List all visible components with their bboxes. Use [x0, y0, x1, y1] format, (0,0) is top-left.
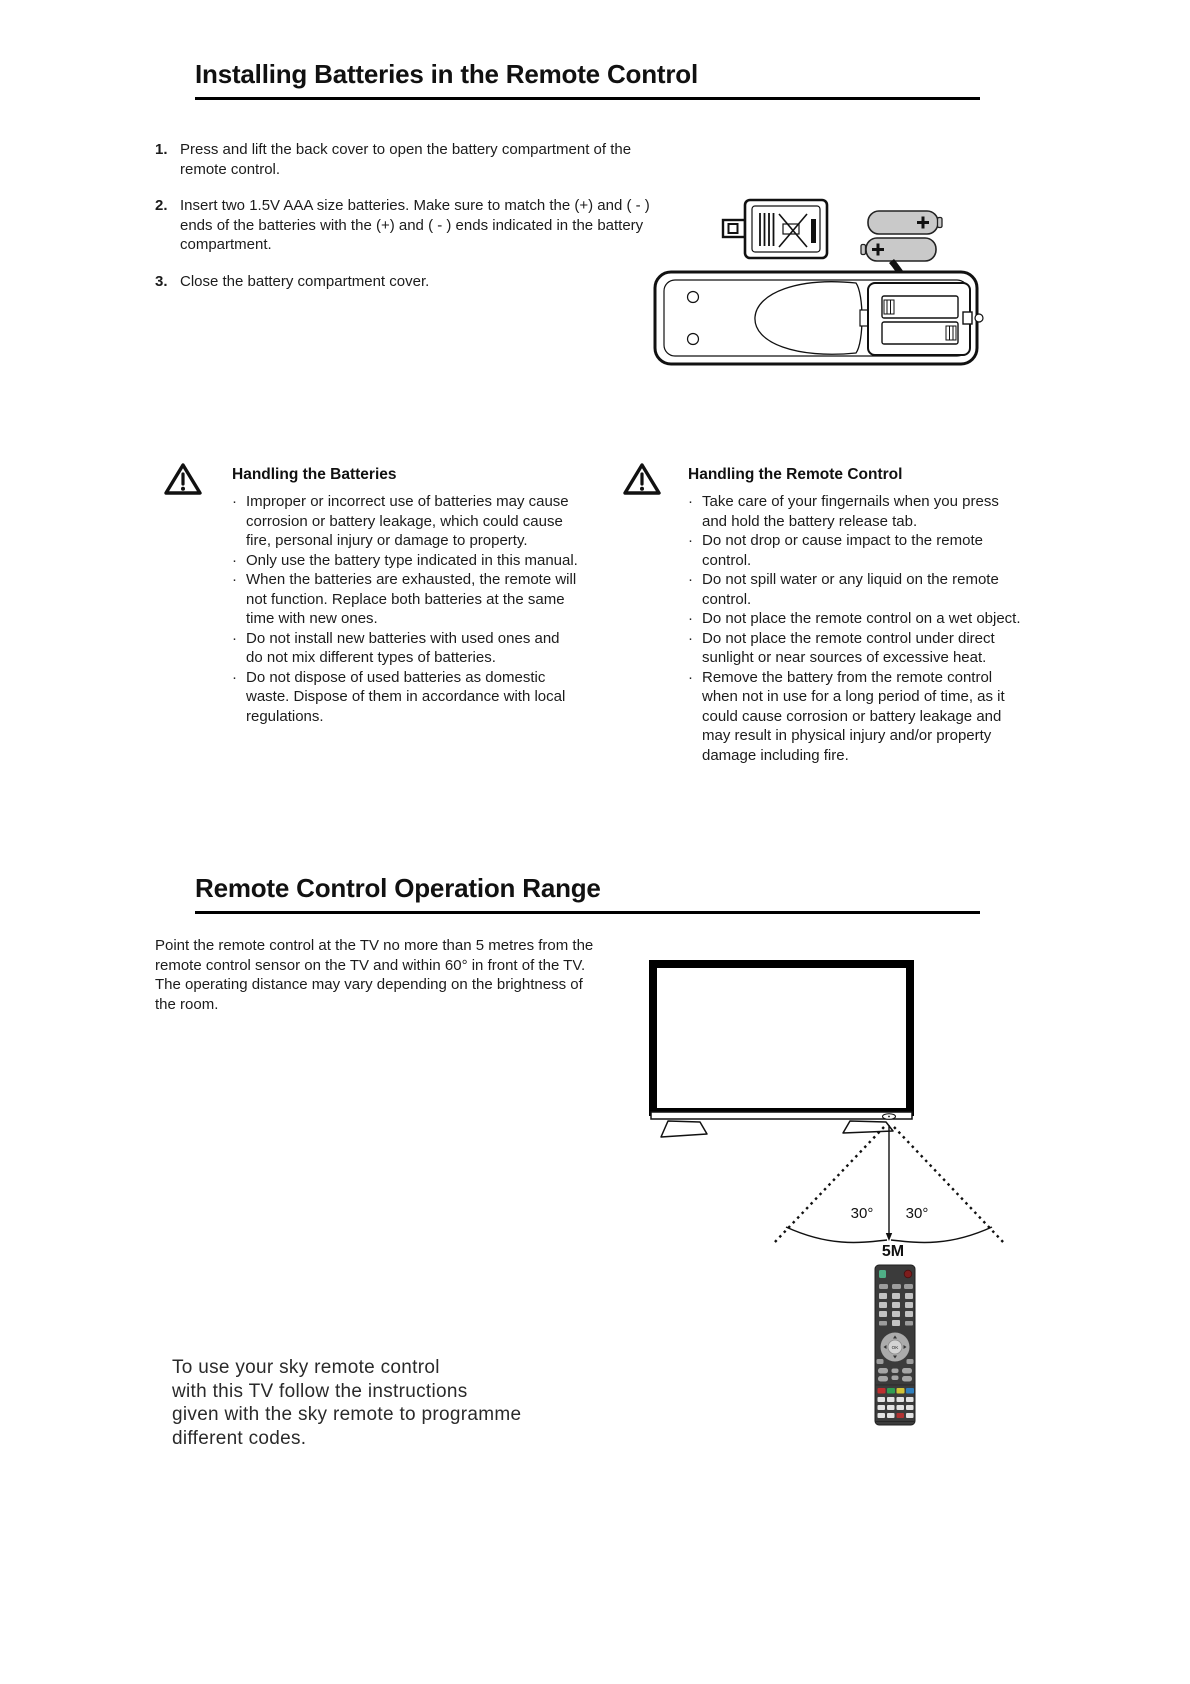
section-title-operation-range: Remote Control Operation Range — [195, 874, 980, 914]
section-title-installing-batteries: Installing Batteries in the Remote Control — [195, 60, 980, 100]
warning-icon — [621, 461, 663, 499]
bullet-marker: · — [688, 668, 693, 686]
step-item — [155, 196, 655, 255]
list-item: · Do not place the remote control under direct sunlight or near sources of excessive heat. — [688, 629, 995, 666]
bullet-marker: · — [232, 551, 237, 569]
list-item: · When the batteries are exhausted, the remote will not function. Replace both batteries at the same time with new ones. — [232, 571, 577, 627]
step-text: Insert two 1.5V AAA size batteries. Make sure to match the (+) and ( - ) ends of the batteries with the (+) and ( - ) ends indicated in the battery compartment. — [180, 197, 650, 253]
battery-compartment — [868, 283, 970, 355]
list-item: · Take care of your fingernails when you press and hold the battery release tab. — [688, 493, 999, 530]
step-text: Press and lift the back cover to open the battery compartment of the remote control. — [180, 141, 632, 178]
step-text: Close the battery compartment cover. — [180, 272, 430, 290]
warning-handling-batteries — [232, 466, 580, 726]
step-number: 3. — [155, 272, 168, 290]
record-button — [904, 1270, 912, 1278]
warning-icon — [162, 461, 204, 499]
tv-illustration — [651, 964, 912, 1137]
list-item: · Only use the battery type indicated in this manual. — [232, 551, 578, 569]
remote-front — [875, 1265, 915, 1425]
warning-heading: Handling the Remote Control — [688, 466, 903, 483]
ok-button-label: OK — [891, 1345, 899, 1350]
power-button — [879, 1270, 886, 1278]
dpad — [881, 1333, 910, 1362]
bullet-marker: · — [688, 532, 693, 549]
tv-foot-right — [843, 1121, 893, 1133]
step-item — [155, 272, 655, 292]
remote-back — [655, 272, 983, 364]
distance-label: 5M — [881, 1243, 905, 1260]
battery-installation-steps — [155, 140, 655, 308]
sky-remote-note — [172, 1356, 521, 1450]
step-number: 1. — [155, 141, 168, 158]
battery-cover — [723, 200, 827, 258]
bullet-marker: · — [232, 571, 237, 588]
bullet-marker: · — [232, 629, 237, 647]
list-item: · Do not dispose of used batteries as domestic waste. Dispose of them in accordance with local regulations. — [232, 668, 566, 725]
aaa-battery-top — [868, 211, 942, 234]
operation-range-paragraph: Point the remote control at the TV no more than 5 metres from the remote control sensor on the TV and within 60° in front of the TV. The operating distance may vary depending on the brightness of the room. — [155, 937, 594, 1013]
operation-range-diagram — [600, 895, 1040, 1440]
bullet-marker: · — [688, 629, 693, 647]
battery-installation-illustration — [620, 180, 990, 370]
range-fan — [774, 1125, 1004, 1260]
warning-heading: Handling the Batteries — [232, 466, 397, 483]
tv-foot-left — [661, 1121, 707, 1137]
list-item: · Do not place the remote control on a wet object. — [688, 610, 1021, 627]
bullet-marker: · — [232, 668, 237, 686]
angle-label-left: 30° — [850, 1205, 874, 1222]
list-item: · Remove the battery from the remote control when not in use for a long period of time, as it could cause corrosion or battery leakage and may result in physical injury and/or property damage including fire. — [688, 668, 1005, 764]
bullet-marker: · — [688, 493, 693, 510]
sky-note-line: with this TV follow the instructions — [172, 1380, 468, 1402]
list-item: · Do not drop or cause impact to the remote control. — [688, 532, 983, 569]
bullet-marker: · — [688, 610, 693, 627]
bullet-marker: · — [688, 571, 693, 588]
angle-label-right: 30° — [905, 1205, 929, 1222]
sky-note-line: given with the sky remote to programme — [172, 1404, 522, 1425]
step-item — [155, 140, 655, 179]
aaa-battery-bottom — [861, 238, 936, 261]
sky-note-line: different codes. — [172, 1427, 307, 1449]
list-item: · Do not install new batteries with used ones and do not mix different types of batteries. — [232, 629, 560, 666]
list-item: · Do not spill water or any liquid on the remote control. — [688, 571, 999, 608]
step-number: 2. — [155, 197, 168, 214]
sky-note-line: To use your sky remote control — [172, 1357, 440, 1378]
bullet-marker: · — [232, 493, 237, 510]
list-item: · Improper or incorrect use of batteries may cause corrosion or battery leakage, which could cause fire, personal injury or damage to property. — [232, 493, 569, 549]
warning-handling-remote-control — [688, 466, 1026, 765]
